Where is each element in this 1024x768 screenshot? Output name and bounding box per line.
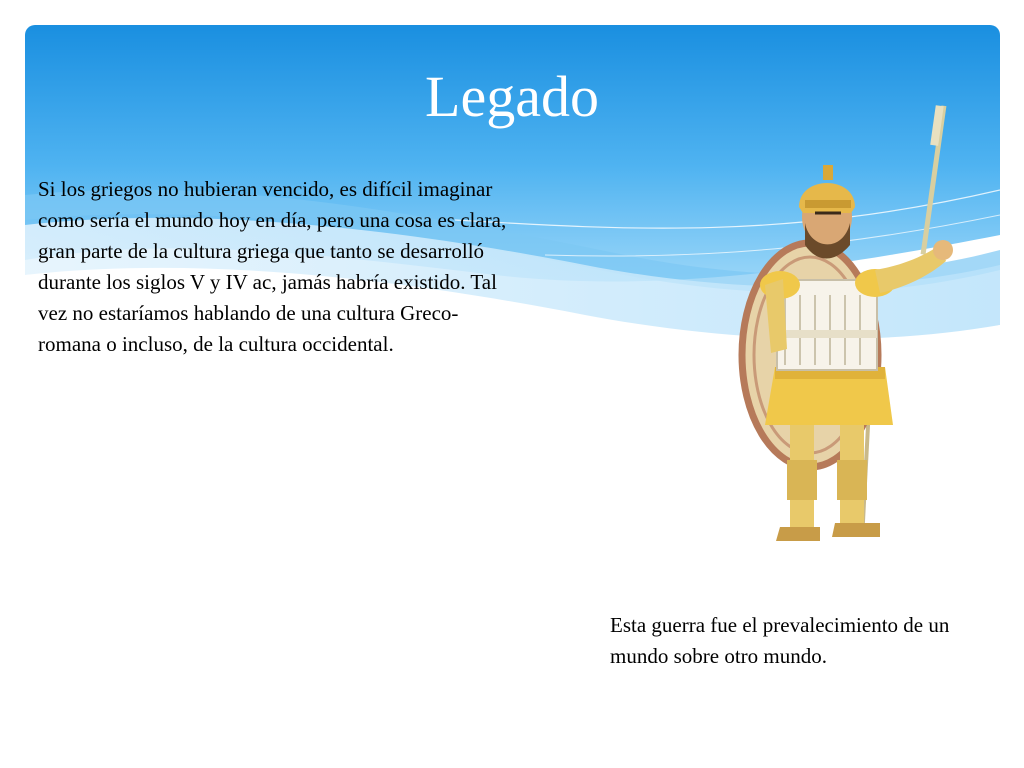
greek-warrior-illustration (735, 105, 970, 560)
caption-paragraph: Esta guerra fue el prevalecimiento de un mundo sobre otro mundo. (610, 613, 950, 668)
slide-title: Legado (425, 64, 599, 129)
body-paragraph: Si los griegos no hubieran vencido, es difícil imaginar como sería el mundo hoy en día, pero una cosa es clara, gran parte de la cultura griega que tanto se desarrolló durante los siglos V y IV ac, jamás habría existido. Tal vez no estaríamos hablando de una cultura Greco-romana o incluso, de la cultura occidental. (38, 177, 507, 356)
